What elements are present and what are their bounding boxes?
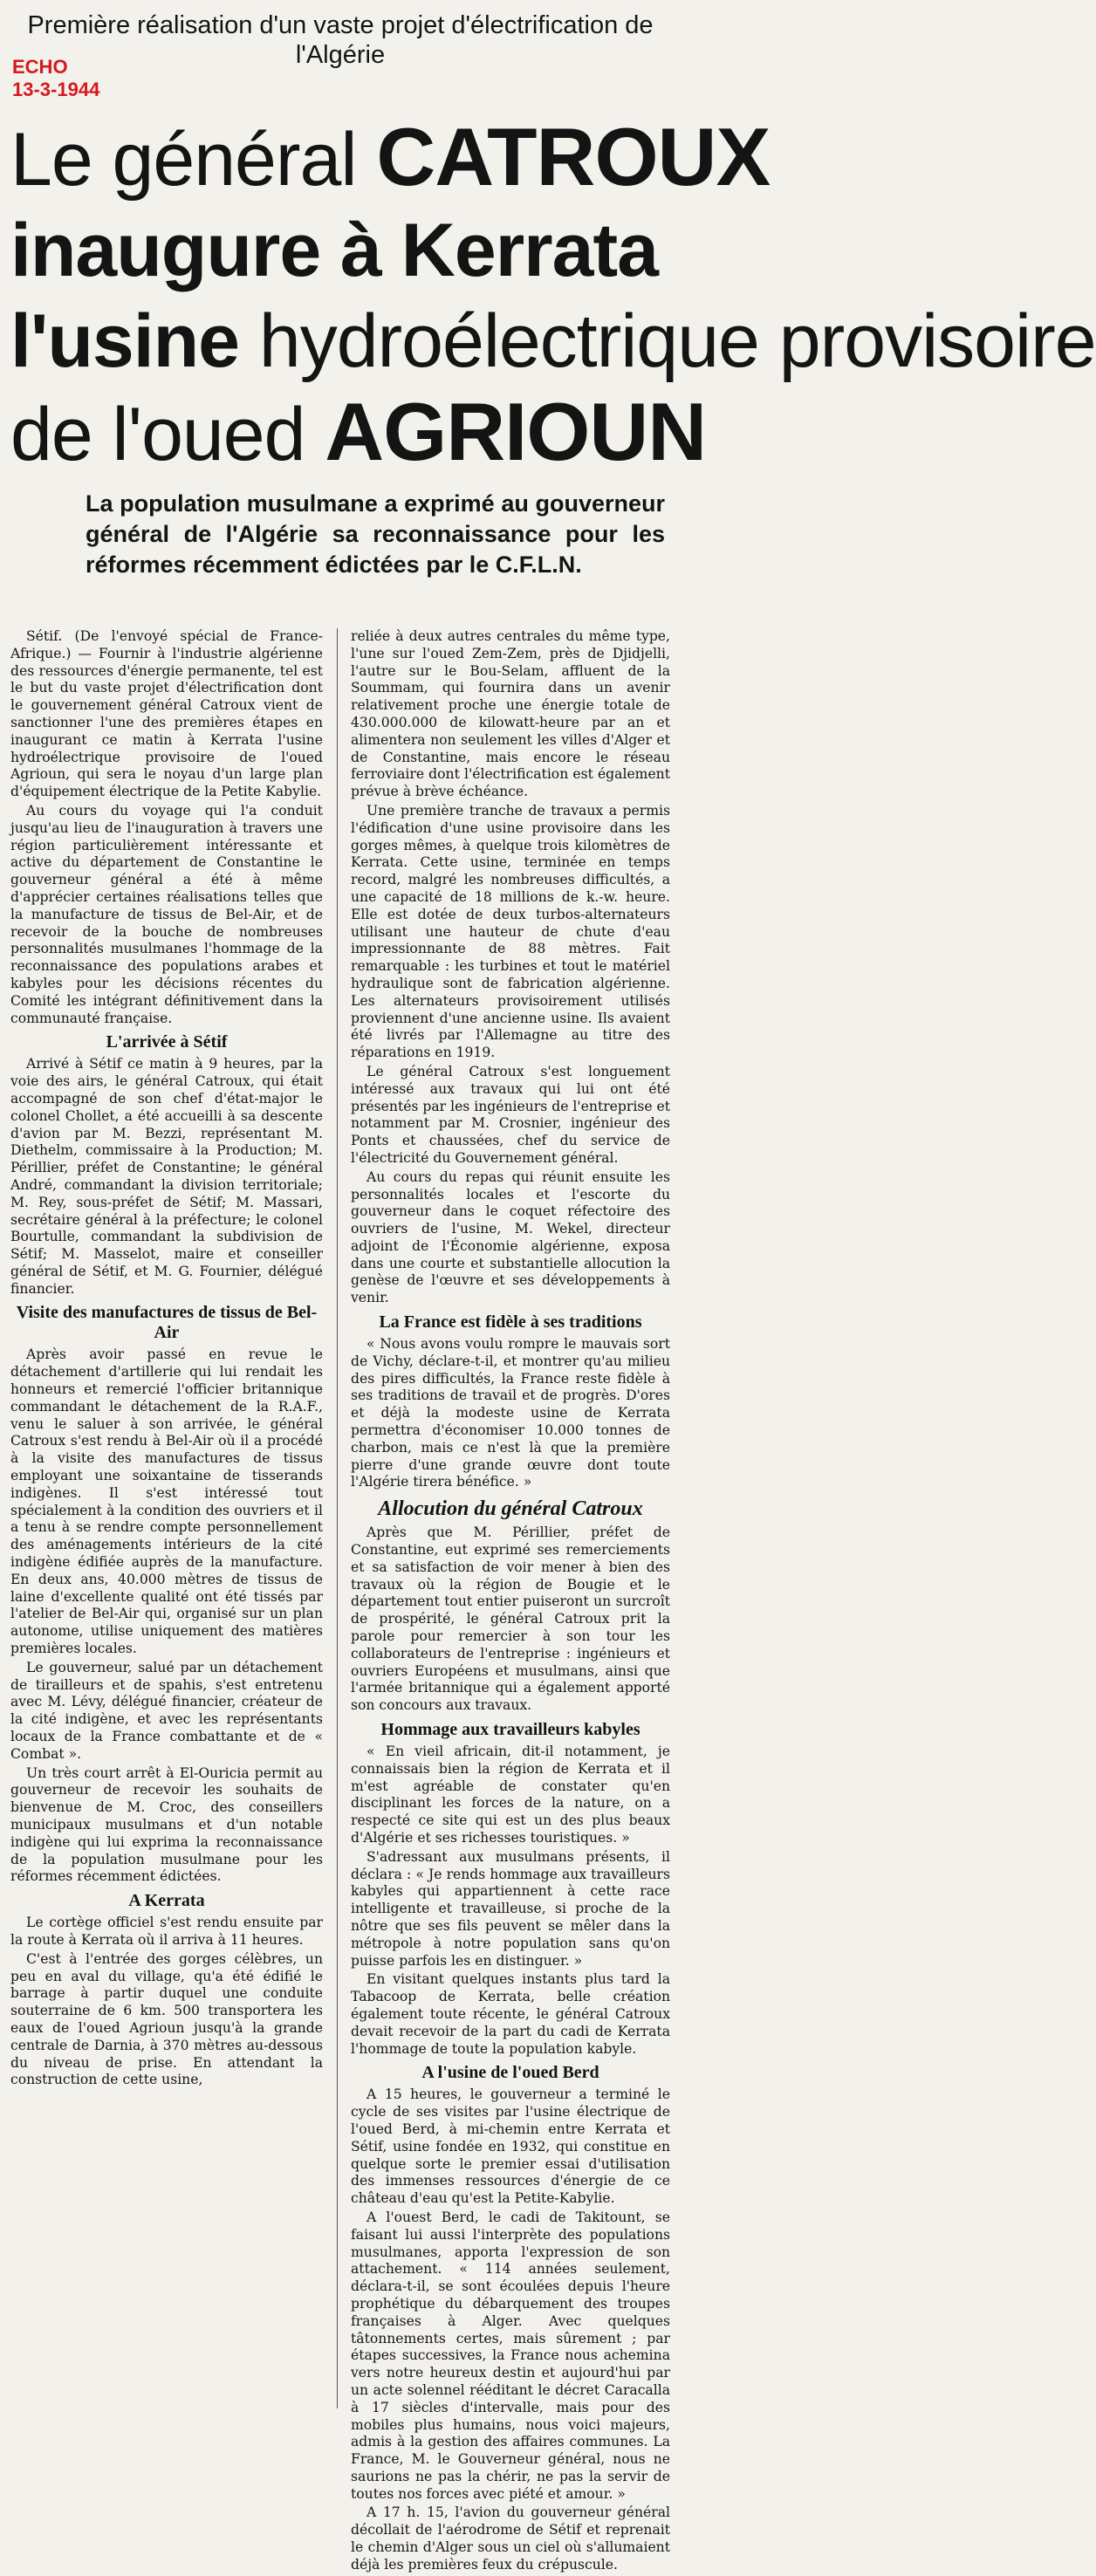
- paragraph: A 17 h. 15, l'avion du gouverneur général décollait de l'aérodrome de Sétif et reprenait le chemin d'Alger sous un ciel où s'allumaient déjà les premières feux du crépuscule.: [351, 2504, 670, 2573]
- paragraph: Après que M. Périllier, préfet de Constantine, eut exprimé ses remerciements et sa satisfaction de voir mener à bien des travaux où la région de Bougie et le département tout entier puiseront un surcroît de prospérité, le général Catroux prit la parole pour remercier à son tour les collaborateurs de l'entreprise : ingénieurs et ouvriers Européens et musulmans, ainsi que l'armée britannique qui a également apporté son concours aux travaux.: [351, 1524, 670, 1714]
- paragraph: Sétif. (De l'envoyé spécial de France-Afrique.) — Fournir à l'industrie algérienne des ressources d'énergie permanente, tel est le but du vaste projet d'électrification dont le gouvernement général Catroux vient de sanctionner l'une des premières étapes en inaugurant ce matin à Kerrata l'usine hydroélectrique provisoire de l'oued Agrioun, qui sera le noyau d'un large plan d'équipement électrique de la Petite Kabylie.: [10, 628, 323, 800]
- headline-4a: de l'oued: [10, 393, 325, 476]
- column-right: [351, 628, 670, 2576]
- paragraph: reliée à deux autres centrales du même type, l'une sur l'oued Zem-Zem, près de Djidjelli, l'autre sur le Bou-Selam, affluent de la Soummam, qui fournira dans un avenir relativement proche une énergie totale de 430.000.000 de kilowatt-heure par an et alimentera non seulement les villes d'Alger et de Constantine, mais encore le réseau ferroviaire dont l'électrification est également prévue à brève échéance.: [351, 628, 670, 800]
- headline-line-1: [10, 111, 771, 205]
- paragraph: Au cours du repas qui réunit ensuite les personnalités locales et l'escorte du gouverneur dans le coquet réfectoire des ouvriers de l'usine, M. Wekel, directeur adjoint de l'Économie algérienne, exposa dans une courte et substantielle allocution la genèse de l'œuvre et ses développements à venir.: [351, 1168, 670, 1306]
- paragraph: Après avoir passé en revue le détachement d'artillerie qui lui rendait les honneurs et remercié l'officier britannique commandant le détachement de la R.A.F., venu le saluer à son arrivée, le général Catroux s'est rendu à Bel-Air où il a procédé à la visite des manufactures de tissus employant une soixantaine de tisserands indigènes. Il s'est intéressé tout spécialement à la condition des ouvriers et il a tenu à se rendre compte personnellement des aménagements intérieurs de la cité indigène édifiée auprès de la manufacture. En deux ans, 40.000 mètres de tissus de laine d'excellente qualité ont été tissés par l'atelier de Bel-Air qui, organisé sur un plan autonome, utilise uniquement des matières premières locales.: [10, 1346, 323, 1657]
- section-heading: L'arrivée à Sétif: [106, 1032, 228, 1052]
- headline-1a: Le général: [10, 118, 377, 202]
- paragraph: « En vieil africain, dit-il notamment, je connaissais bien la région de Kerrata et il m'est agréable de constater qu'en disciplinant les forces de la nature, on a respecté ce site qui est un des plus beaux d'Algérie et ses richesses touristiques. »: [351, 1744, 670, 1846]
- paragraph: A l'ouest Berd, le cadi de Takitount, se faisant lui aussi l'interprète des populations musulmanes, apporta l'expression de son attachement. « 114 années seulement, déclara-t-il, se sont écoulées depuis l'heure prophétique du débarquement des troupes françaises à Alger. Avec quelques tâtonnements certes, mais sûrement ; par étapes successives, la France nous achemina vers notre heureux destin et aujourd'hui par un acte solennel rééditant le décret Caracalla à 17 siècles d'intervalle, mais pour des mobiles plus humains, nous voici majeurs, admis à la gestion des affaires communes. La France, M. le Gouverneur général, nous ne saurions ne pas la chérir, ne pas la servir de toutes nos forces avec piété et amour. »: [351, 2209, 670, 2502]
- paragraph: Le cortège officiel s'est rendu ensuite par la route à Kerrata où il arriva à 11 heures.: [10, 1915, 323, 1948]
- headline-4b: AGRIOUN: [325, 386, 707, 477]
- paragraph: C'est à l'entrée des gorges célèbres, un peu en aval du village, qu'a été édifié le barrage à partir duquel une conduite souterraine de 6 km. 500 transportera les eaux de l'oued Agrioun jusqu'à la grande centrale de Darnia, à 370 mètres au-dessous du niveau de prise. En attendant la construction de cette usine,: [10, 1950, 323, 2088]
- paragraph: « Nous avons voulu rompre le mauvais sort de Vichy, déclare-t-il, et montrer qu'au milieu des pires difficultés, la France reste fidèle à ses traditions de travail et de progrès. D'ores et déjà la modeste usine de Kerrata permettra d'économiser 10.000 tonnes de charbon, mais ce n'est là que la première pierre d'une grande œuvre dont toute l'Algérie tirera bénéfice. »: [351, 1336, 670, 1490]
- paragraph: Au cours du voyage qui l'a conduit jusqu'au lieu de l'inauguration à travers une région particulièrement intéressante et active du département de Constantine le gouverneur général a été à même d'apprécier certaines réalisations telles que la manufacture de tissus de Bel-Air, et de recevoir de la bouche de nombreuses personnalités musulmanes l'hommage de la reconnaissance des populations arabes et kabyles pour les décisions récentes du Comité les intégrant définitivement dans la communauté française.: [10, 802, 323, 1026]
- paragraph: Le gouverneur, salué par un détachement de tirailleurs et de spahis, s'est entretenu avec M. Lévy, délégué financier, créateur de la cité indigène, et avec les représentants locaux de la France combattante et de « Combat ».: [10, 1659, 323, 1762]
- section-heading: Allocution du général Catroux: [378, 1497, 643, 1521]
- section-heading: A Kerrata: [128, 1891, 205, 1911]
- headline-line-3: [10, 296, 1096, 387]
- section-heading: La France est fidèle à ses traditions: [379, 1312, 642, 1333]
- paragraph: Un très court arrêt à El-Ouricia permit au gouverneur de recevoir les souhaits de bienvenue de M. Croc, des conseillers municipaux musulmans et d'un notable indigène qui lui exprima la reconnaissance de la population musulmane pour les réformes récemment édictées.: [10, 1764, 323, 1885]
- paragraph: Une première tranche de travaux a permis l'édification d'une usine provisoire dans les gorges mêmes, à quelque trois kilomètres de Kerrata. Cette usine, terminée en temps record, malgré les nombreuses difficultés, a une capacité de 18 millions de k.-w. heure. Elle est dotée de deux turbos-alternateurs utilisant une hauteur de chute d'eau impressionnante de 88 mètres. Fait remarquable : les turbines et tout le matériel hydraulique sont de fabrication algérienne. Les alternateurs provisoirement utilisés proviennent d'une ancienne usine. Ils avaient été livrés par l'Allemagne au titre des réparations en 1919.: [351, 802, 670, 1061]
- headline: [10, 111, 1096, 480]
- stamp-paper: ECHO: [12, 56, 68, 78]
- column-divider: [337, 628, 338, 2408]
- paragraph: Arrivé à Sétif ce matin à 9 heures, par la voie des airs, le général Catroux, qui était accompagné de son chef d'état-major le colonel Chollet, a été accueilli à sa descente d'avion par M. Bezzi, représentant M. Diethelm, commissaire à la Production; M. Périllier, préfet de Constantine; le général André, commandant la division territoriale; M. Rey, sous-préfet de Sétif; M. Massari, secrétaire général à la préfecture; le colonel Bourtulle, commandant la subdivision de Sétif; M. Masselot, maire et conseiller général de Sétif, et M. G. Fournier, délégué financier.: [10, 1056, 323, 1297]
- kicker: Première réalisation d'un vaste projet d'électrification de l'Algérie: [27, 11, 654, 69]
- headline-3a: l'usine: [10, 299, 259, 383]
- headline-line-4: [10, 386, 707, 480]
- column-left: [10, 628, 323, 2091]
- headline-3b: hydroélectrique provisoire: [258, 299, 1096, 383]
- subheadline: La population musulmane a exprimé au gouverneur général de l'Algérie sa reconnaissance pour les réformes récemment édictées par le C.F.L.N.: [86, 490, 665, 578]
- section-heading: Visite des manufactures de tissus de Bel-Air: [16, 1303, 318, 1343]
- section-heading: A l'usine de l'oued Berd: [421, 2063, 599, 2083]
- archive-stamp: [12, 56, 99, 101]
- stamp-date: 13-3-1944: [12, 79, 100, 100]
- section-heading: Hommage aux travailleurs kabyles: [380, 1720, 640, 1740]
- paragraph: A 15 heures, le gouverneur a terminé le cycle de ses visites par l'usine électrique de l'oued Berd, à mi-chemin entre Kerrata et Sétif, usine fondée en 1932, qui constitue en quelque sorte le premier essai d'utilisation des immenses ressources d'énergie de ce château d'eau qu'est la Petite-Kabylie.: [351, 2086, 670, 2207]
- headline-line-2: inaugure à Kerrata: [10, 209, 658, 292]
- headline-1b: CATROUX: [376, 111, 771, 202]
- paragraph: Le général Catroux s'est longuement intéressé aux travaux qui lui ont été présentés par les ingénieurs de l'entreprise et notamment par M. Crosnier, ingénieur des Ponts et chaussées, chef du service de l'électricité du Gouvernement général.: [351, 1063, 670, 1166]
- paragraph: S'adressant aux musulmans présents, il déclara : « Je rends hommage aux travailleurs kabyles qui appartiennent à cette race intelligente et travailleuse, si proche de la nôtre que ses fils peuvent se mêler dans la métropole à notre population sans qu'on puisse parfois les en distinguer. »: [351, 1848, 670, 1969]
- paragraph: En visitant quelques instants plus tard la Tabacoop de Kerrata, belle création également toute récente, le général Catroux devait recevoir de la part du cadi de Kerrata l'hommage de toute la population kabyle.: [351, 1971, 670, 2057]
